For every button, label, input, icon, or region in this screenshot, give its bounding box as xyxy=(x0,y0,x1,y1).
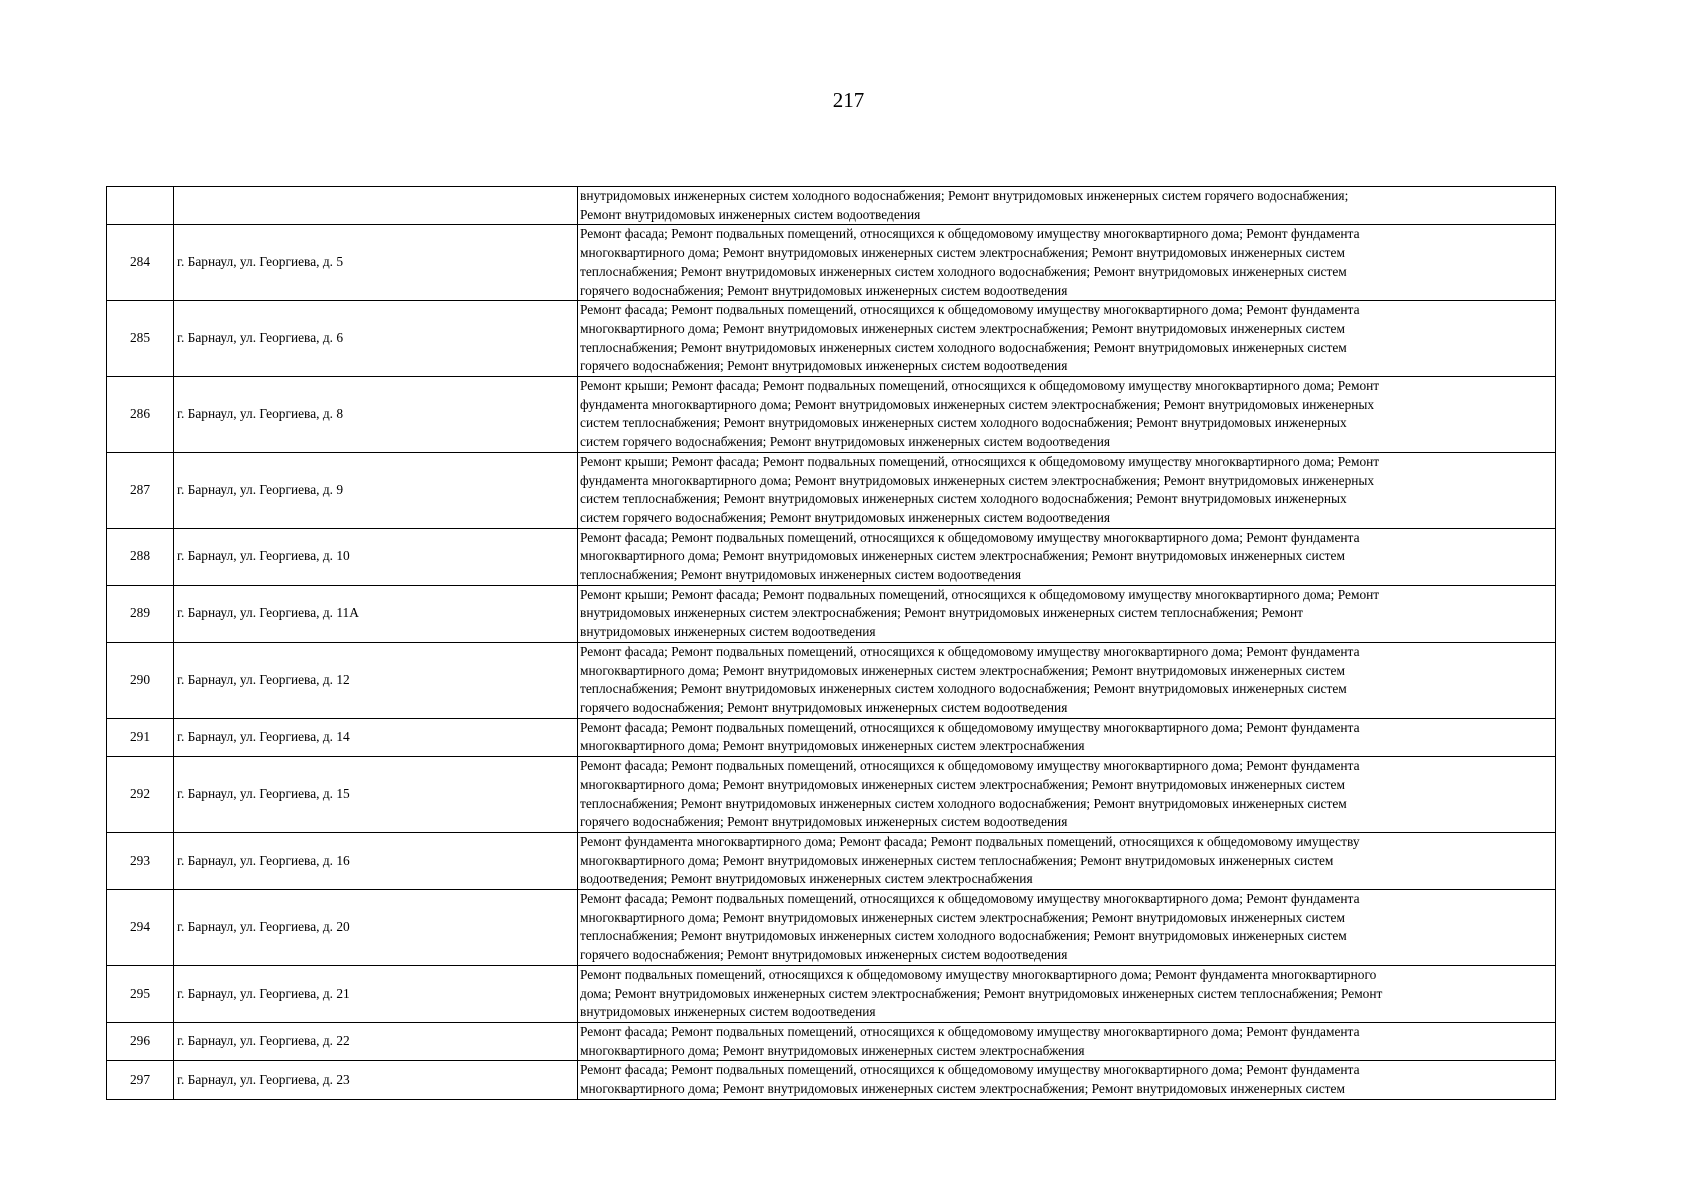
works-line: Ремонт фасада; Ремонт подвальных помещений, относящихся к общедомовому имуществу многоквартирного дома; Ремонт фундамента xyxy=(580,891,1360,907)
row-number-cell: 296 xyxy=(107,1022,174,1060)
works-line: внутридомовых инженерных систем водоотведения xyxy=(580,1004,876,1020)
row-number-cell: 297 xyxy=(107,1061,174,1099)
address-cell: г. Барнаул, ул. Георгиева, д. 6 xyxy=(174,301,578,377)
address-cell: г. Барнаул, ул. Георгиева, д. 20 xyxy=(174,890,578,966)
works-line: Ремонт фасада; Ремонт подвальных помещений, относящихся к общедомовому имуществу многоквартирного дома; Ремонт фундамента xyxy=(580,1023,1360,1039)
address-cell: г. Барнаул, ул. Георгиева, д. 16 xyxy=(174,832,578,889)
repair-works-table xyxy=(106,186,1556,1100)
address-cell: г. Барнаул, ул. Георгиева, д. 11А xyxy=(174,585,578,642)
works-line: многоквартирного дома; Ремонт внутридомовых инженерных систем электроснабжения; Ремонт внутридомовых инженерных систем xyxy=(580,909,1345,925)
works-cell xyxy=(578,890,1556,966)
row-number-cell: 291 xyxy=(107,718,174,756)
row-number-cell: 292 xyxy=(107,757,174,833)
table-row xyxy=(107,585,1556,642)
row-number-cell: 293 xyxy=(107,832,174,889)
works-line: горячего водоснабжения; Ремонт внутридомовых инженерных систем водоотведения xyxy=(580,699,1068,715)
works-line: Ремонт фасада; Ремонт подвальных помещений, относящихся к общедомовому имуществу многоквартирного дома; Ремонт фундамента xyxy=(580,643,1360,659)
works-cell xyxy=(578,965,1556,1022)
works-cell xyxy=(578,452,1556,528)
works-line: Ремонт фасада; Ремонт подвальных помещений, относящихся к общедомовому имуществу многоквартирного дома; Ремонт фундамента xyxy=(580,529,1360,545)
row-number-cell: 286 xyxy=(107,377,174,453)
works-line: теплоснабжения; Ремонт внутридомовых инженерных систем холодного водоснабжения; Ремонт внутридомовых инженерных систем xyxy=(580,339,1347,355)
works-line: систем горячего водоснабжения; Ремонт внутридомовых инженерных систем водоотведения xyxy=(580,434,1111,450)
table-row xyxy=(107,301,1556,377)
address-cell: г. Барнаул, ул. Георгиева, д. 15 xyxy=(174,757,578,833)
works-line: Ремонт крыши; Ремонт фасада; Ремонт подвальных помещений, относящихся к общедомовому имуществу многоквартирного дома; Ремонт xyxy=(580,378,1380,394)
works-line: многоквартирного дома; Ремонт внутридомовых инженерных систем электроснабжения xyxy=(580,738,1085,754)
table-row xyxy=(107,890,1556,966)
works-cell xyxy=(578,187,1556,225)
works-line: фундамента многоквартирного дома; Ремонт внутридомовых инженерных систем электроснабжения; Ремонт внутридомовых инженерных xyxy=(580,396,1375,412)
address-cell: г. Барнаул, ул. Георгиева, д. 8 xyxy=(174,377,578,453)
works-line: многоквартирного дома; Ремонт внутридомовых инженерных систем электроснабжения; Ремонт внутридомовых инженерных систем xyxy=(580,662,1345,678)
works-line: теплоснабжения; Ремонт внутридомовых инженерных систем холодного водоснабжения; Ремонт внутридомовых инженерных систем xyxy=(580,681,1347,697)
address-cell: г. Барнаул, ул. Георгиева, д. 5 xyxy=(174,225,578,301)
address-cell: г. Барнаул, ул. Георгиева, д. 10 xyxy=(174,528,578,585)
works-line: систем теплоснабжения; Ремонт внутридомовых инженерных систем холодного водоснабжения; Ремонт внутридомовых инженерных xyxy=(580,491,1347,507)
works-line: многоквартирного дома; Ремонт внутридомовых инженерных систем электроснабжения; Ремонт внутридомовых инженерных систем xyxy=(580,245,1345,261)
works-line: теплоснабжения; Ремонт внутридомовых инженерных систем холодного водоснабжения; Ремонт внутридомовых инженерных систем xyxy=(580,263,1347,279)
works-cell xyxy=(578,832,1556,889)
address-cell: г. Барнаул, ул. Георгиева, д. 23 xyxy=(174,1061,578,1099)
row-number-cell: 284 xyxy=(107,225,174,301)
works-line: Ремонт фасада; Ремонт подвальных помещений, относящихся к общедомовому имуществу многоквартирного дома; Ремонт фундамента xyxy=(580,758,1360,774)
address-cell: г. Барнаул, ул. Георгиева, д. 14 xyxy=(174,718,578,756)
table-row xyxy=(107,642,1556,718)
row-number-cell: 290 xyxy=(107,642,174,718)
row-number-cell: 288 xyxy=(107,528,174,585)
works-cell xyxy=(578,1061,1556,1099)
works-line: многоквартирного дома; Ремонт внутридомовых инженерных систем электроснабжения xyxy=(580,1042,1085,1058)
table-row xyxy=(107,832,1556,889)
works-line: внутридомовых инженерных систем электроснабжения; Ремонт внутридомовых инженерных систем теплоснабжения; Ремонт xyxy=(580,605,1303,621)
works-line: горячего водоснабжения; Ремонт внутридомовых инженерных систем водоотведения xyxy=(580,814,1068,830)
works-line: фундамента многоквартирного дома; Ремонт внутридомовых инженерных систем электроснабжения; Ремонт внутридомовых инженерных xyxy=(580,472,1375,488)
address-cell: г. Барнаул, ул. Георгиева, д. 22 xyxy=(174,1022,578,1060)
works-line: многоквартирного дома; Ремонт внутридомовых инженерных систем электроснабжения; Ремонт внутридомовых инженерных систем xyxy=(580,548,1345,564)
works-line: водоотведения; Ремонт внутридомовых инженерных систем электроснабжения xyxy=(580,871,1033,887)
row-number-cell xyxy=(107,187,174,225)
row-number-cell: 287 xyxy=(107,452,174,528)
table-row xyxy=(107,757,1556,833)
works-line: систем теплоснабжения; Ремонт внутридомовых инженерных систем холодного водоснабжения; Ремонт внутридомовых инженерных xyxy=(580,415,1347,431)
address-cell: г. Барнаул, ул. Георгиева, д. 9 xyxy=(174,452,578,528)
works-cell xyxy=(578,718,1556,756)
works-cell xyxy=(578,757,1556,833)
table-row xyxy=(107,528,1556,585)
works-cell xyxy=(578,642,1556,718)
table-row xyxy=(107,187,1556,225)
works-line: дома; Ремонт внутридомовых инженерных систем электроснабжения; Ремонт внутридомовых инженерных систем теплоснабжения; Ремонт xyxy=(580,985,1383,1001)
works-line: горячего водоснабжения; Ремонт внутридомовых инженерных систем водоотведения xyxy=(580,358,1068,374)
works-line: многоквартирного дома; Ремонт внутридомовых инженерных систем теплоснабжения; Ремонт внутридомовых инженерных систем xyxy=(580,852,1334,868)
table-row xyxy=(107,965,1556,1022)
works-line: Ремонт подвальных помещений, относящихся к общедомовому имуществу многоквартирного дома; Ремонт фундамента многоквартирного xyxy=(580,966,1377,982)
works-line: горячего водоснабжения; Ремонт внутридомовых инженерных систем водоотведения xyxy=(580,947,1068,963)
works-line: Ремонт внутридомовых инженерных систем водоотведения xyxy=(580,206,921,222)
works-cell xyxy=(578,528,1556,585)
table-row xyxy=(107,718,1556,756)
works-line: систем горячего водоснабжения; Ремонт внутридомовых инженерных систем водоотведения xyxy=(580,509,1111,525)
works-cell xyxy=(578,225,1556,301)
page-number: 217 xyxy=(832,88,865,112)
works-line: Ремонт фасада; Ремонт подвальных помещений, относящихся к общедомовому имуществу многоквартирного дома; Ремонт фундамента xyxy=(580,719,1360,735)
table-row xyxy=(107,1022,1556,1060)
works-line: внутридомовых инженерных систем холодного водоснабжения; Ремонт внутридомовых инженерных систем горячего водоснабжения; xyxy=(580,188,1349,203)
table-body xyxy=(107,187,1556,1100)
works-line: многоквартирного дома; Ремонт внутридомовых инженерных систем электроснабжения; Ремонт внутридомовых инженерных систем xyxy=(580,320,1345,336)
address-cell: г. Барнаул, ул. Георгиева, д. 12 xyxy=(174,642,578,718)
works-line: Ремонт крыши; Ремонт фасада; Ремонт подвальных помещений, относящихся к общедомовому имуществу многоквартирного дома; Ремонт xyxy=(580,586,1380,602)
address-cell: г. Барнаул, ул. Георгиева, д. 21 xyxy=(174,965,578,1022)
works-line: Ремонт фундамента многоквартирного дома; Ремонт фасада; Ремонт подвальных помещений, относящихся к общедомовому имуществу xyxy=(580,833,1360,849)
works-line: Ремонт фасада; Ремонт подвальных помещений, относящихся к общедомовому имуществу многоквартирного дома; Ремонт фундамента xyxy=(580,226,1360,242)
works-cell xyxy=(578,1022,1556,1060)
table-row xyxy=(107,452,1556,528)
works-line: Ремонт фасада; Ремонт подвальных помещений, относящихся к общедомовому имуществу многоквартирного дома; Ремонт фундамента xyxy=(580,1062,1360,1078)
works-cell xyxy=(578,301,1556,377)
address-cell xyxy=(174,187,578,225)
works-cell xyxy=(578,377,1556,453)
works-line: многоквартирного дома; Ремонт внутридомовых инженерных систем электроснабжения; Ремонт внутридомовых инженерных систем xyxy=(580,776,1345,792)
works-cell xyxy=(578,585,1556,642)
works-line: многоквартирного дома; Ремонт внутридомовых инженерных систем электроснабжения; Ремонт внутридомовых инженерных систем xyxy=(580,1081,1345,1097)
works-line: теплоснабжения; Ремонт внутридомовых инженерных систем холодного водоснабжения; Ремонт внутридомовых инженерных систем xyxy=(580,795,1347,811)
works-line: теплоснабжения; Ремонт внутридомовых инженерных систем водоотведения xyxy=(580,567,1022,583)
row-number-cell: 295 xyxy=(107,965,174,1022)
row-number-cell: 285 xyxy=(107,301,174,377)
table-row xyxy=(107,377,1556,453)
table-row xyxy=(107,1061,1556,1099)
table-row xyxy=(107,225,1556,301)
row-number-cell: 289 xyxy=(107,585,174,642)
works-line: горячего водоснабжения; Ремонт внутридомовых инженерных систем водоотведения xyxy=(580,282,1068,298)
works-line: внутридомовых инженерных систем водоотведения xyxy=(580,624,876,640)
works-line: теплоснабжения; Ремонт внутридомовых инженерных систем холодного водоснабжения; Ремонт внутридомовых инженерных систем xyxy=(580,928,1347,944)
row-number-cell: 294 xyxy=(107,890,174,966)
works-line: Ремонт фасада; Ремонт подвальных помещений, относящихся к общедомовому имуществу многоквартирного дома; Ремонт фундамента xyxy=(580,302,1360,318)
works-line: Ремонт крыши; Ремонт фасада; Ремонт подвальных помещений, относящихся к общедомовому имуществу многоквартирного дома; Ремонт xyxy=(580,453,1380,469)
